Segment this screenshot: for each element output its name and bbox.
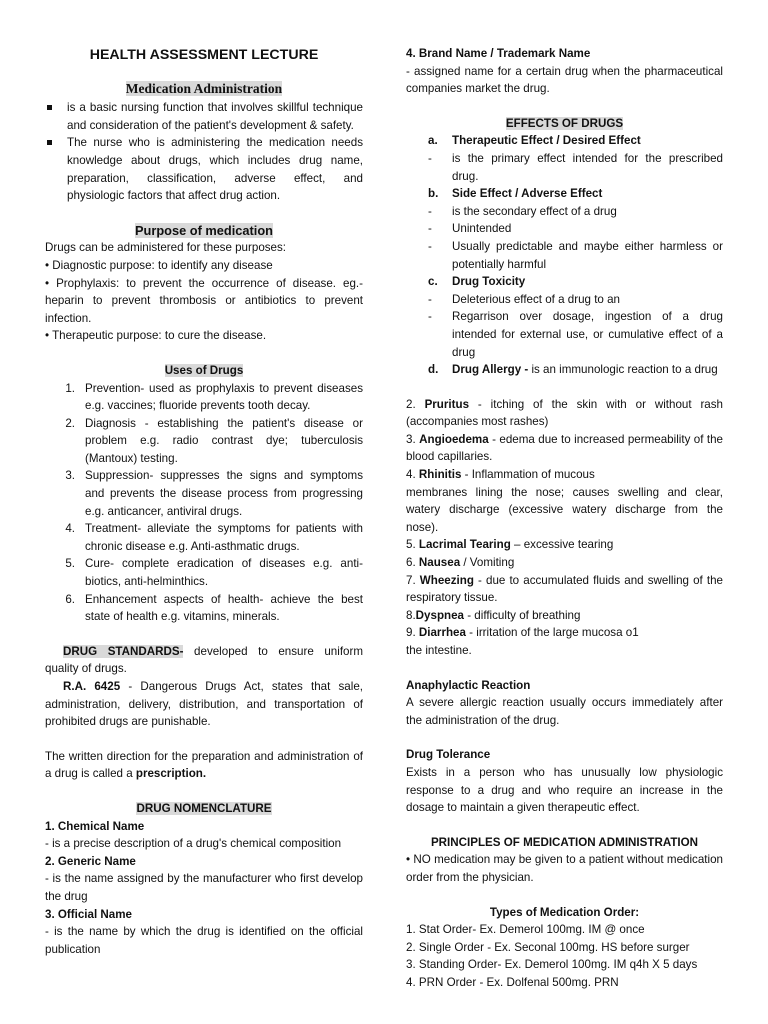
uses-heading: Uses of Drugs [164,363,244,377]
allergy-item: 8.Dyspnea - difficulty of breathing [406,608,581,622]
effect-line: - Unintended [428,222,512,236]
purpose-line: Drugs can be administered for these purposes: [45,241,287,255]
effect-line: - is the primary effect intended for the prescribed drug. [428,151,723,183]
brand-name-desc: - assigned name for a certain drug when the pharmaceutical companies market the drug. [406,64,723,96]
allergy-item: 2. Pruritus - itching of the skin with or without rash (accompanies most rashes) [406,397,724,429]
effect-line: - is the secondary effect of a drug [428,204,617,218]
effect-b-title: b. Side Effect / Adverse Effect [428,187,603,201]
nomenclature-title: 2. Generic Name [45,854,136,868]
nomenclature-title: 1. Chemical Name [45,819,145,833]
nomenclature-title: 3. Official Name [45,907,132,921]
uses-item: 4. Treatment- alleviate the symptoms for patients with chronic disease e.g. Anti-asthmatic drugs. [65,522,363,553]
left-column [45,0,363,958]
allergy-item: membranes lining the nose; causes swelling and clear, watery discharge (excessive watery discharge from the nose). [406,485,723,534]
effect-c-title: c. Drug Toxicity [428,275,526,289]
nomenclature-desc: - is the name assigned by the manufacturer who first develop the drug [45,872,363,903]
square-bullet-icon [45,134,67,204]
purpose-line: • Therapeutic purpose: to cure the disease. [45,329,267,343]
effect-a-title: a. Therapeutic Effect / Desired Effect [428,134,641,148]
tolerance-text: Exists in a person who has unusually low physiologic response to a drug and who require an increase in the dosage to maintain a given therapeutic effect. [406,765,723,815]
order-item: 2. Single Order - Ex. Seconal 100mg. HS before surger [406,940,690,954]
nomenclature-desc: - is a precise description of a drug's chemical composition [45,837,342,851]
anaphylactic-title: Anaphylactic Reaction [406,678,531,692]
purpose-line: • Diagnostic purpose: to identify any disease [45,258,273,272]
effect-line: - Deleterious effect of a drug to an [428,292,621,306]
uses-item: 1. Prevention- used as prophylaxis to prevent diseases e.g. vaccines; fluoride prevents tooth decay. [65,381,363,413]
nomenclature-heading: DRUG NOMENCLATURE [136,801,272,815]
order-item: 3. Standing Order- Ex. Demerol 100mg. IM q4h X 5 days [406,958,698,972]
bullet-item: is a basic nursing function that involves skillful technique and consideration of the patient's development & safety. [45,99,363,134]
brand-name-title: 4. Brand Name / Trademark Name [406,47,591,60]
nomenclature-desc: - is the name by which the drug is identified on the official publication [45,925,363,956]
effects-heading: EFFECTS OF DRUGS [505,116,624,130]
allergy-item: 5. Lacrimal Tearing – excessive tearing [406,538,614,552]
allergy-list [406,396,723,660]
bullet-item: The nurse who is administering the medication needs knowledge about drugs, which includes drug name, preparation, classification, adverse effect, and physiologic factors that affect drug action. [45,134,363,204]
allergy-item: 4. Rhinitis - Inflammation of mucous [406,468,595,482]
effect-d-title: d. Drug Allergy - is an immunologic reaction to a drug [428,363,718,377]
square-bullet-icon [45,99,67,134]
order-item: 1. Stat Order- Ex. Demerol 100mg. IM @ once [406,923,645,937]
page-title: HEALTH ASSESSMENT LECTURE [89,47,319,63]
right-column [406,0,723,992]
purpose-line: • Prophylaxis: to prevent the occurrence of disease. eg.- heparin to prevent thrombosis or antibiotics to prevent infection. [45,276,363,325]
anaphylactic-text: A severe allergic reaction usually occurs immediately after the administration of the drug. [406,696,723,727]
uses-item: 5. Cure- complete eradication of diseases e.g. anti-biotics, anti-helminthics. [65,557,363,589]
drug-standards-paragraph: DRUG STANDARDS- developed to ensure uniform quality of drugs. [45,644,364,676]
uses-item: 2. Diagnosis - establishing the patient's disease or problem e.g. radio contrast dye; tuberculosis (Mantoux) testing. [65,416,363,465]
tolerance-title: Drug Tolerance [406,748,491,762]
uses-item: 6. Enhancement aspects of health- achieve the best state of health e.g. vitamins, minerals. [65,592,363,624]
orders-heading: Types of Medication Order: [489,905,640,919]
allergy-item: 9. Diarrhea - irritation of the large mucosa o1 [406,626,639,640]
principles-text: • NO medication may be given to a patient without medication order from the physician. [406,853,723,884]
principles-heading: PRINCIPLES OF MEDICATION ADMINISTRATION [430,835,699,849]
allergy-item: the intestine. [406,644,472,657]
order-item: 4. PRN Order - Ex. Dolfenal 500mg. PRN [406,975,619,989]
allergy-item: 7. Wheezing - due to accumulated fluids and swelling of the respiratory tissue. [406,573,723,605]
ra-6425-paragraph: R.A. 6425 - Dangerous Drugs Act, states that sale, administration, delivery, distribution, and transportation of prohibited drugs are punishable. [45,680,363,729]
uses-item: 3. Suppression- suppresses the signs and symptoms and prevents the disease process from progressing e.g. anticancer, antiviral drugs. [65,469,363,518]
allergy-item: 6. Nausea / Vomiting [406,556,515,570]
effect-line: - Regarrison over dosage, ingestion of a drug intended for external use, or cumulative effect of a drug [428,310,723,359]
allergy-item: 3. Angioedema - edema due to increased permeability of the blood capillaries. [406,432,724,464]
medication-administration-heading: Medication Administration [125,80,283,96]
purpose-heading: Purpose of medication [135,222,273,238]
prescription-paragraph: The written direction for the preparation and administration of a drug is called a prescription. [45,749,363,781]
effect-line: - Usually predictable and maybe either harmless or potentially harmful [428,239,723,271]
